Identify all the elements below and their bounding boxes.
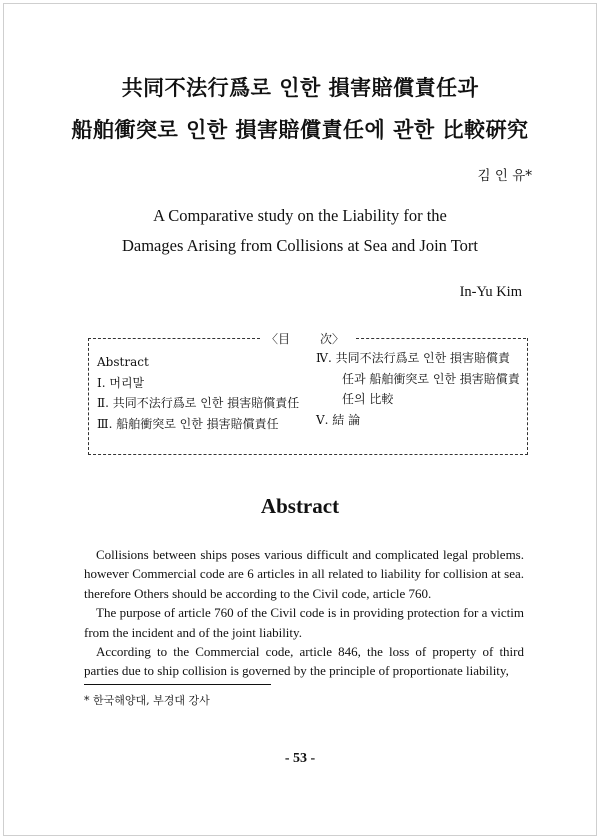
english-title-line-2: Damages Arising from Collisions at Sea and Join Tort — [121, 236, 478, 255]
toc-item-abstract: Abstract — [97, 355, 149, 369]
toc-heading-close: 次〉 — [320, 332, 345, 346]
toc-item-joint-tort: Ⅱ. 共同不法行爲로 인한 損害賠償責任 — [97, 396, 300, 410]
toc-item-conclusion: Ⅴ. 結 論 — [316, 412, 361, 427]
footnote-rule — [84, 684, 271, 685]
abstract-body — [84, 545, 524, 681]
toc-item-comparison-cont-2: 任의 比較 — [342, 392, 394, 406]
abstract-heading: Abstract — [260, 494, 340, 518]
toc-item-comparison: Ⅳ. 共同不法行爲로 인한 損害賠償責 — [316, 351, 511, 365]
toc-item-introduction: Ⅰ. 머리말 — [97, 375, 145, 390]
footnote: * 한국해양대, 부경대 강사 — [84, 694, 210, 707]
korean-title-line-2: 船舶衝突로 인한 損害賠償責任에 관한 比較硏究 — [71, 117, 529, 142]
toc-right-column — [316, 348, 520, 430]
toc-item-comparison-cont-1: 任과 船舶衝突로 인한 損害賠償責 — [342, 371, 520, 386]
author-english: In-Yu Kim — [459, 284, 522, 300]
toc-heading-open: 〈目 — [266, 332, 291, 346]
toc-left-column — [97, 352, 299, 434]
korean-title-line-1: 共同不法行爲로 인한 損害賠償責任과 — [121, 75, 479, 100]
abstract-paragraph: According to the Commercial code, article 846, the loss of property of third parties due to ship collision is governed by the principle of proportionate liability, — [84, 644, 524, 679]
abstract-paragraph: Collisions between ships poses various difficult and complicated legal problems. however Commercial code are 6 articles in all related to liability for collision at sea. therefore Others should be according to the Civil code, article 760. — [84, 547, 524, 601]
abstract-paragraph: The purpose of article 760 of the Civil code is in providing protection for a victim from the incident and of the joint liability. — [84, 605, 524, 640]
page-number: - 53 - — [284, 751, 316, 766]
toc-item-ship-collision: Ⅲ. 船舶衝突로 인한 損害賠償責任 — [97, 416, 279, 431]
table-of-contents — [88, 338, 528, 455]
english-title-line-1: A Comparative study on the Liability for the — [153, 206, 447, 225]
author-korean: 김 인 유* — [477, 168, 532, 184]
